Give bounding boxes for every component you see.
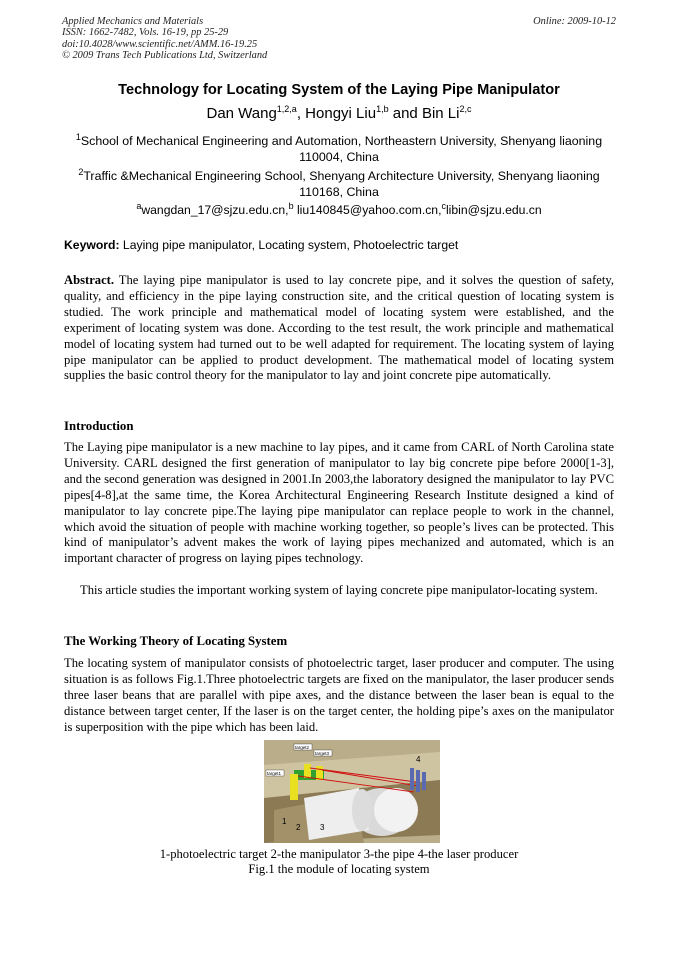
online-date: Online: 2009-10-12: [533, 16, 616, 27]
keyword-text: Laying pipe manipulator, Locating system, Photoelectric target: [119, 238, 459, 252]
held-pipe-end: [352, 789, 372, 831]
running-header: [62, 16, 616, 61]
email-link[interactable]: wangdan_17@sjzu.edu.cn,: [141, 203, 289, 218]
email-list: [0, 201, 678, 217]
doi-line: doi:10.4028/www.scientific.net/AMM.16-19.25: [62, 38, 258, 50]
email-sup: b: [288, 201, 294, 211]
affiliation-sup: 2: [78, 167, 84, 177]
figure-number: 2: [296, 823, 301, 832]
author-sup: 1,2,a: [276, 104, 297, 114]
target-2-shape: [304, 764, 311, 778]
paper-title: Technology for Locating System of the Laying Pipe Manipulator: [118, 82, 560, 98]
figure-number: 4: [416, 755, 421, 764]
author-name: Bin Li: [421, 105, 460, 122]
target-label: target3: [315, 751, 330, 756]
affiliation-1: [66, 130, 612, 165]
author-list: [0, 104, 678, 122]
author-sup: 2,c: [459, 104, 472, 114]
issn-line: ISSN: 1662-7482, Vols. 16-19, pp 25-29: [62, 27, 229, 39]
section-heading-introduction: Introduction: [64, 419, 134, 433]
email-link[interactable]: liu140845@yahoo.com.cn,: [293, 203, 442, 218]
author-separator: ,: [296, 105, 306, 122]
journal-name: Applied Mechanics and Materials: [62, 16, 204, 27]
intro-paragraph-1: The Laying pipe manipulator is a new machine to lay pipes, and it came from CARL of North Carolina state University. CARL designed the first generation of manipulator to lay big concrete pipe before 2000[1-3], and the second generation was designed in 2001.In 2003,the laboratory designed the manipulator to lay PVC pipes[4-8],at the same time, the Korea Architectural Engineering Research Institute designed a kind of manipulator to lay concrete pipe.The laying pipe manipulator can replace people to work in the channel, which avoid the situation of people with machine working together, so people’s lives can be protected. This kind of manipulator’s advent makes the work of laying pipes mechanized and automated, which is an important character of progress on laying pipes technology.: [64, 440, 614, 566]
target-label: target1: [267, 771, 282, 776]
author-name: Hongyi Liu: [305, 105, 377, 122]
keyword-label: Keyword:: [64, 238, 120, 252]
email-link[interactable]: libin@sjzu.edu.cn: [445, 203, 542, 218]
figure-caption: Fig.1 the module of locating system: [248, 862, 430, 876]
affiliation-sup: 1: [75, 132, 81, 142]
intro-paragraph-2: This article studies the important working system of laying concrete pipe manipulator-locating system.: [80, 583, 598, 597]
abstract-text: The laying pipe manipulator is used to lay concrete pipe, and it solves the question of safety, quality, and efficiency in the pipe laying construction site, and the critical question of locating system is studied. The work principle and mathematical model of locating system were established, and the experiment of locating system was done. According to the test result, the work principle and mathematical model of locating system had turned out to be well adapted for requirement. The locating system of laying pipe manipulator can be applied to product development. The mathematical model of locating system supplies the basic control theory for the manipulator to lay and joint concrete pipe automatically.: [64, 273, 614, 383]
email-sup: a: [136, 201, 142, 211]
author-separator: and: [388, 105, 422, 122]
figure-locating-system: [264, 740, 440, 843]
target-3-shape: [316, 766, 323, 780]
keywords: [64, 238, 458, 252]
target-label: target2: [295, 745, 310, 750]
section-heading-working-theory: The Working Theory of Locating System: [64, 634, 288, 648]
affiliation-text: Traffic &Mechanical Engineering School, Shenyang Architecture University, Shenyang liaoning 110168, China: [83, 169, 600, 199]
affiliation-2: [66, 165, 612, 200]
affiliation-text: School of Mechanical Engineering and Automation, Northeastern University, Shenyang liaoning 110004, China: [80, 134, 603, 164]
target-1-shape: [290, 774, 298, 800]
figure-number: 1: [282, 817, 287, 826]
author-name: Dan Wang: [206, 105, 277, 122]
abstract-label: Abstract.: [64, 273, 115, 287]
copyright-line: © 2009 Trans Tech Publications Ltd, Switzerland: [62, 49, 268, 61]
laid-pipe-end: [374, 788, 418, 832]
abstract: [64, 273, 614, 384]
figure-number: 3: [320, 823, 325, 832]
email-sup: c: [441, 201, 446, 211]
figure-legend: 1-photoelectric target 2-the manipulator 3-the pipe 4-the laser producer: [159, 847, 519, 861]
working-theory-paragraph-1: The locating system of manipulator consists of photoelectric target, laser producer and computer. The using situation is as follows Fig.1.Three photoelectric targets are fixed on the manipulator, the laser producer sends three laser beans that are parallel with pipe axes, and the distance between the laser bean is equal to the distance between target center, If the laser is on the target center, the holding pipe’s axes on the manipulator is superposition with the pipe which has been laid.: [64, 656, 614, 734]
author-sup: 1,b: [376, 104, 389, 114]
